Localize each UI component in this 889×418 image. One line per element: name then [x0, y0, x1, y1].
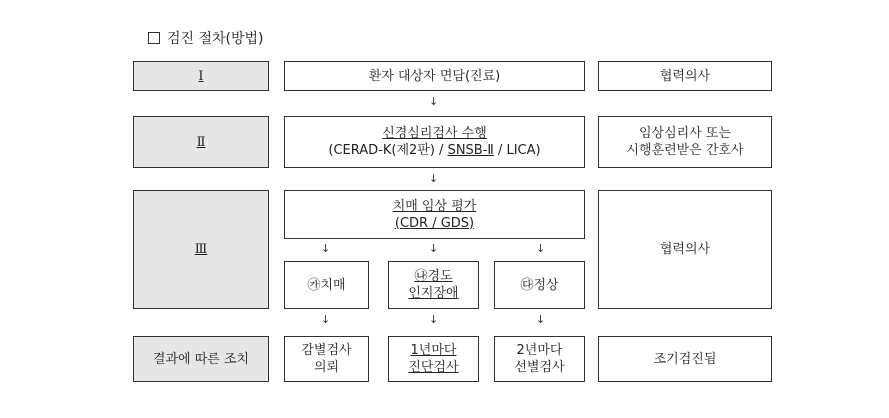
action-biennial-box — [494, 336, 585, 382]
stage-3-text: Ⅲ — [194, 242, 208, 257]
stage-1-label — [133, 61, 269, 91]
action-label — [133, 336, 269, 382]
early-screening-box — [598, 336, 772, 382]
action-yearly-box — [388, 336, 479, 382]
outcome-mci-box — [388, 261, 479, 309]
row2-staff-line2: 시행훈련받은 간호사 — [626, 143, 744, 158]
action-yearly-line2: 진단검사 — [408, 360, 459, 375]
outcome-normal-text: ㉰정상 — [520, 277, 559, 293]
stage-2-text: Ⅱ — [196, 134, 206, 150]
arrow-2: ↓ — [429, 172, 439, 185]
outcome-dementia-box — [284, 261, 369, 309]
clinical-eval-box — [284, 190, 585, 239]
row2-staff-box — [598, 116, 772, 168]
clinical-eval-title: 치매 임상 평가 — [392, 198, 477, 214]
row1-staff-box — [598, 61, 772, 91]
row1-staff-text: 협력의사 — [659, 68, 711, 84]
checkbox-square-icon — [148, 32, 160, 44]
arrow-4a: ↓ — [321, 313, 331, 326]
instrument-snsb: SNSB-Ⅱ — [447, 143, 494, 158]
stage-1-text: Ⅰ — [198, 68, 204, 84]
outcome-mci-line1: ㉯경도 — [414, 269, 453, 284]
neuro-test-instruments — [328, 142, 540, 159]
neuro-test-box — [284, 116, 585, 168]
arrow-3c: ↓ — [536, 242, 546, 255]
clinical-eval-scales: (CDR / GDS) — [394, 215, 475, 231]
instrument-cerad: (CERAD-K(제2판) / — [328, 143, 448, 158]
arrow-3b: ↓ — [429, 242, 439, 255]
row2-staff-line1: 임상심리사 또는 — [638, 126, 732, 141]
outcome-normal-box — [494, 261, 585, 309]
early-screening-text: 조기검진됨 — [653, 351, 717, 367]
arrow-4c: ↓ — [536, 313, 546, 326]
arrow-4b: ↓ — [429, 313, 439, 326]
arrow-3a: ↓ — [321, 242, 331, 255]
outcome-mci-line2: 인지장애 — [408, 286, 459, 301]
interview-text: 환자 대상자 면담(진료) — [368, 68, 501, 84]
section-title — [148, 28, 264, 48]
instrument-lica: / LICA) — [493, 143, 541, 158]
outcome-dementia-text: ㉮치매 — [307, 277, 346, 293]
stage-3-label — [133, 190, 269, 309]
stage-2-label — [133, 116, 269, 168]
action-referral-box — [284, 336, 369, 382]
section-title-text: 검진 절차(방법) — [167, 31, 264, 47]
action-referral-line2: 의뢰 — [313, 360, 340, 375]
interview-box — [284, 61, 585, 91]
action-yearly-line1: 1년마다 — [410, 343, 457, 358]
neuro-test-title: 신경심리검사 수행 — [382, 126, 487, 141]
action-referral-line1: 감별검사 — [301, 343, 352, 358]
row3-staff-text: 협력의사 — [659, 242, 711, 257]
arrow-1: ↓ — [429, 95, 439, 108]
action-label-text: 결과에 따른 조치 — [152, 351, 250, 367]
row3-staff-box — [598, 190, 772, 309]
action-biennial-line2: 선별검사 — [514, 360, 565, 375]
action-biennial-line1: 2년마다 — [516, 343, 563, 358]
